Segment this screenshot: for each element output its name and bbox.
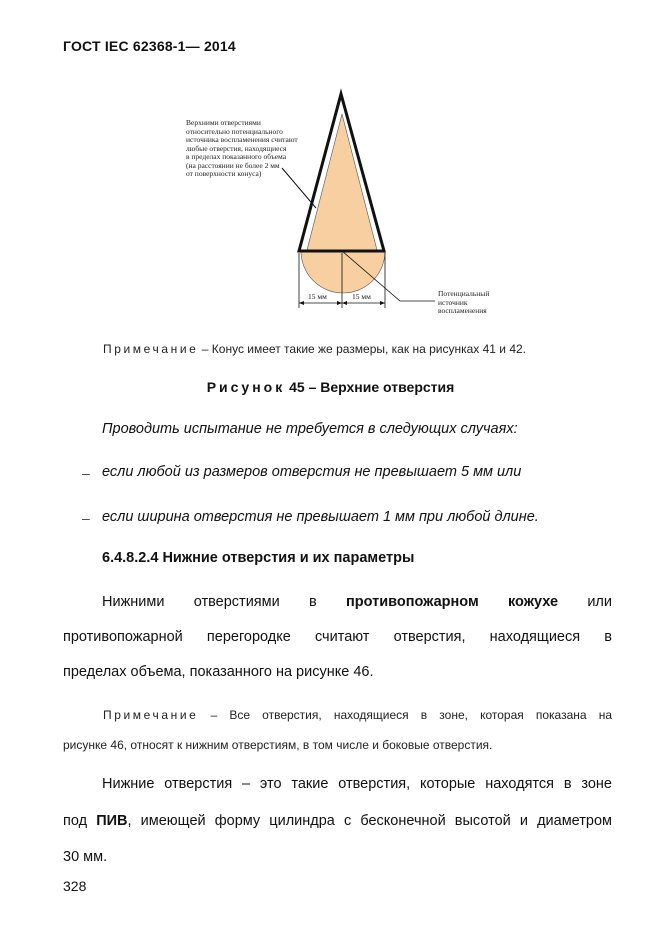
figure-cone-diagram [170, 88, 510, 320]
label-line: источника воспламенения считают [186, 135, 298, 144]
italic-intro: Проводить испытание не требуется в следующих случаях: [102, 421, 518, 437]
dim-label-right: 15 мм [352, 292, 371, 301]
arrow-head-1 [299, 301, 304, 305]
word: считают [314, 629, 370, 645]
note-text: – Все отверстия, находящиеся в зоне, которая показана на [198, 708, 612, 722]
note-prefix: Примечание [103, 342, 199, 356]
label-line: относительно потенциального [186, 126, 283, 136]
label-line: от поверхности конуса) [186, 169, 262, 178]
figure-note [103, 342, 526, 356]
word: в [604, 629, 612, 645]
word-bold: кожухе [507, 594, 559, 610]
text-run: , имеющей форму цилиндра с бесконечной высотой и диаметром [127, 813, 612, 829]
note-line: рисунке 46, относят к нижним отверстиям, в том числе и боковые отверстия. [63, 738, 493, 752]
figure-caption [0, 379, 661, 395]
figure-label-top [186, 119, 298, 179]
bullet-dash: – [82, 465, 90, 481]
document-header: ГОСТ IEC 62368-1— 2014 [63, 38, 236, 54]
caption-prefix: Рисунок [206, 379, 286, 395]
bullet-item: если ширина отверстия не превышает 1 мм при любой длине. [102, 509, 539, 525]
word: противопожарной [63, 629, 183, 645]
paragraph-line [102, 594, 612, 610]
note-line [103, 708, 612, 722]
label-line: воспламенения [438, 306, 487, 315]
caption-text: 45 – Верхние отверстия [285, 379, 455, 395]
word: отверстиями [193, 594, 280, 610]
word: Нижними [102, 594, 165, 610]
word: находящиеся [489, 629, 581, 645]
note-text: – Конус имеет такие же размеры, как на рисунках 41 и 42. [198, 342, 527, 356]
label-line: источник [438, 297, 468, 307]
label-line: в пределах показанного объема [186, 152, 287, 161]
word: или [587, 594, 612, 610]
text-run: под [63, 813, 97, 829]
paragraph-line: пределах объема, показанного на рисунке 46. [63, 664, 374, 680]
label-line: любые отверстия, находящиеся [186, 143, 287, 153]
label-line: Потенциальный [438, 289, 490, 298]
page-number: 328 [63, 878, 87, 894]
bullet-item: если любой из размеров отверстия не превышает 5 мм или [102, 464, 522, 480]
dim-label-left: 15 мм [308, 292, 327, 301]
paragraph-line: 30 мм. [63, 849, 108, 865]
word: отверстия, [393, 629, 466, 645]
paragraph-line [63, 813, 612, 829]
note-prefix: Примечание [103, 708, 199, 722]
paragraph-line: Нижние отверстия – это такие отверстия, которые находятся в зоне [102, 776, 612, 792]
paragraph-line [63, 629, 612, 645]
label-line: Верхними отверстиями [186, 118, 261, 127]
label-line: (на расстоянии не более 2 мм [186, 160, 280, 170]
hemisphere-shape [301, 251, 385, 293]
bullet-dash: – [82, 510, 90, 526]
text-run-bold: ПИВ [96, 813, 128, 829]
word: в [309, 594, 317, 610]
arrow-head-4 [380, 301, 385, 305]
section-heading: 6.4.8.2.4 Нижние отверстия и их параметры [102, 550, 415, 566]
arrow-head-2 [337, 301, 342, 305]
word-bold: противопожарном [346, 594, 479, 610]
figure-label-source [438, 290, 489, 316]
arrow-head-3 [342, 301, 347, 305]
word: перегородке [206, 629, 291, 645]
